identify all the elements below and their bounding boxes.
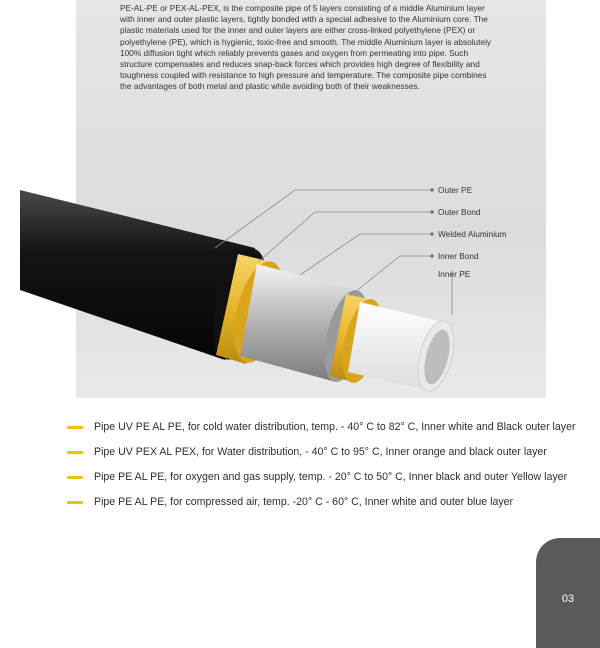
list-item-text: Pipe UV PEX AL PEX, for Water distribution, - 40° C to 95° C, Inner orange and black outer layer bbox=[94, 446, 547, 458]
leader-outer-pe bbox=[215, 190, 432, 248]
leader-outer-bond bbox=[258, 212, 432, 262]
page-number: 03 bbox=[561, 593, 575, 605]
label-inner-bond: Inner Bond bbox=[438, 251, 479, 261]
label-inner-pe: Inner PE bbox=[438, 269, 471, 279]
list-item bbox=[62, 441, 582, 463]
list-item-text: Pipe PE AL PE, for compressed air, temp. -20° C - 60° C, Inner white and outer blue layer bbox=[94, 496, 514, 508]
bullet-dash bbox=[67, 476, 83, 479]
label-outer-pe: Outer PE bbox=[438, 185, 473, 195]
list-item bbox=[62, 416, 582, 438]
leader-inner-bond bbox=[350, 256, 432, 296]
bullet-dash bbox=[67, 451, 83, 454]
leader-welded-aluminium bbox=[300, 234, 432, 275]
label-welded-aluminium: Welded Aluminium bbox=[438, 229, 507, 239]
list-item bbox=[62, 491, 582, 513]
pipe-types-list bbox=[62, 416, 582, 513]
page-number-tab bbox=[536, 538, 600, 648]
list-item bbox=[62, 466, 582, 488]
bullet-dash bbox=[67, 426, 83, 429]
intro-paragraph: PE-AL-PE or PEX-AL-PEX, is the composite pipe of 5 layers consisting of a middle Aluminium layer with inner and outer plastic layers, tightly bonded with a special adhesive to the Aluminium core. The plastic materials used for the inner and outer layers are either cross-linked polyethylene (PEX) or polyethylene (PE), which is hygienic, toxic-free and smooth. The middle Aluminium layer is absolutely 100% diffusion tight which reliably prevents gases and oxygen from permeating into pipe. Such structure compensates and reduces snap-back forces which provides high degree of flexibility and toughness coupled with resistance to high pressure and temperature. The composite pipe combines the advantages of both metal and plastic while avoiding both of their weaknesses. bbox=[120, 3, 492, 92]
list-item-text: Pipe PE AL PE, for oxygen and gas supply, temp. - 20° C to 50° C, Inner black and outer Yellow layer bbox=[94, 471, 568, 483]
list-item-text: Pipe UV PE AL PE, for cold water distribution, temp. - 40° C to 82° C, Inner white and Black outer layer bbox=[94, 421, 576, 433]
bullet-dash bbox=[67, 501, 83, 504]
pipe-illustration bbox=[0, 150, 600, 410]
label-outer-bond: Outer Bond bbox=[438, 207, 481, 217]
